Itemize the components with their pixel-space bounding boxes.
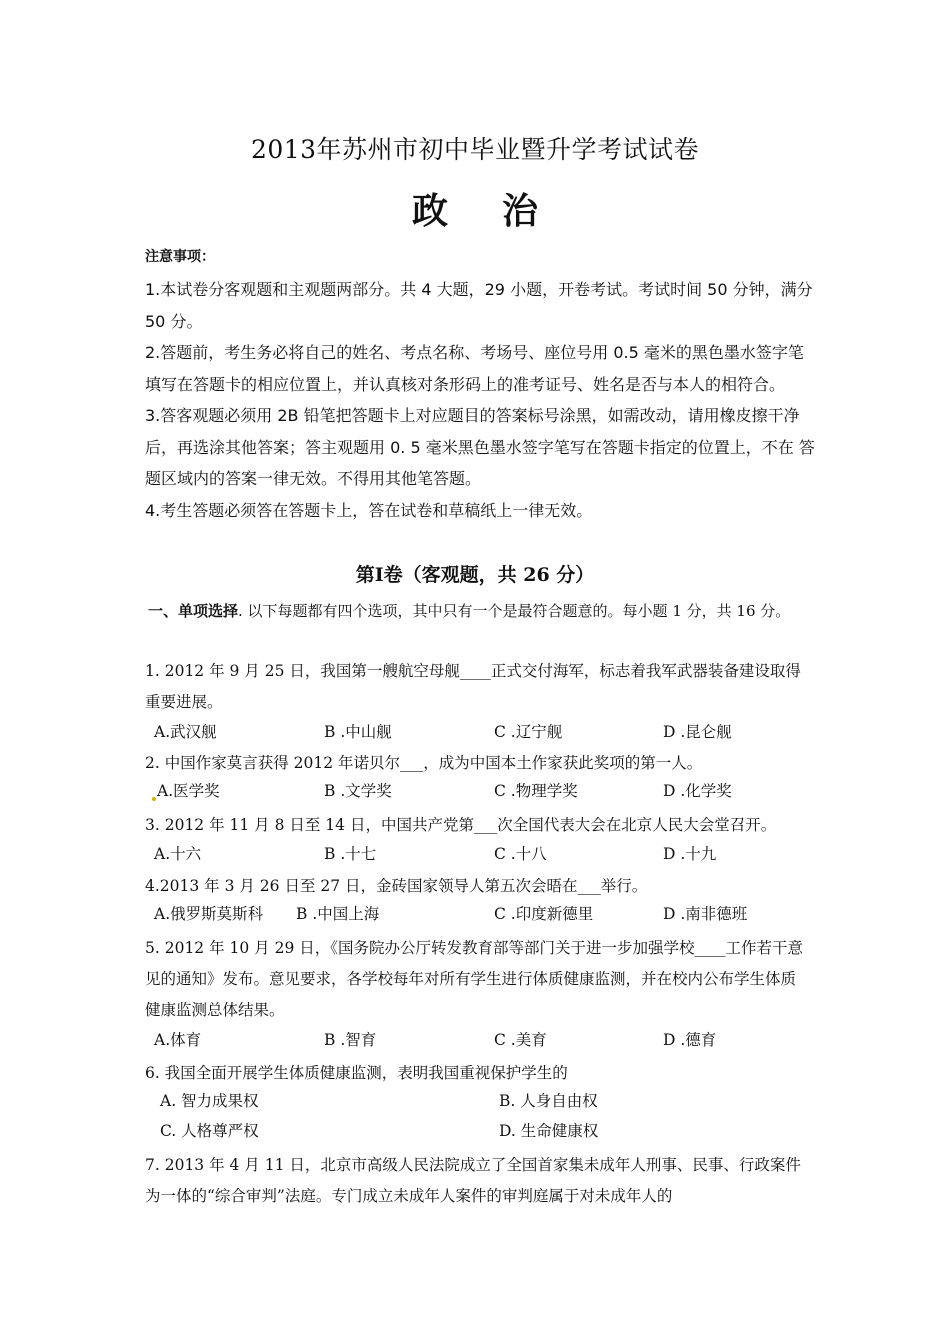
option-a: A.体育: [154, 1031, 202, 1049]
option-d: D .昆仑舰: [663, 723, 732, 741]
question-5: 5. 2012 年 10 月 29 日，《国务院办公厅转发教育部等部门关于进一步加强学校____工作若干意见的通知》发布。意见要求，各学校每年对所有学生进行体质健康监测，并在校内公布学生体质健康监测总体结果。: [145, 939, 803, 1019]
option-c: C .印度新德里: [494, 905, 594, 923]
note-item: 3.答客观题必须用 2B 铅笔把答题卡上对应题目的答案标号涂黑，如需改动，请用橡皮擦干净 后，再选涂其他答案；答主观题用 0. 5 毫米黑色墨水签字笔写在答题卡指定的位置上，不在 答题区域内的答案一律无效。不得用其他笔答题。: [145, 406, 815, 488]
option-b: B .智育: [324, 1031, 377, 1049]
question-1: 1. 2012 年 9 月 25 日，我国第一艘航空母舰____正式交付海军，标志着我军武器装备建设取得重要进展。: [145, 662, 801, 711]
note-item: 2.答题前，考生务必将自己的姓名、考点名称、考场号、座位号用 0.5 毫米的黑色墨水签字笔填写在答题卡的相应位置上，并认真核对条形码上的准考证号、姓名是否与本人的相符合。: [145, 343, 804, 394]
subject-heading: [0, 183, 950, 234]
question-7: 7. 2013 年 4 月 11 日，北京市高级人民法院成立了全国首家集未成年人刑事、民事、行政案件 为一体的“综合审判”法庭。专门成立未成年人案件的审判庭属于对未成年人的: [145, 1156, 801, 1205]
subject-char-1: 政: [411, 191, 448, 232]
option-b: B. 人身自由权: [499, 1092, 598, 1110]
question-4: 4.2013 年 3 月 26 日至 27 日，金砖国家领导人第五次会晤在___举行。: [145, 877, 648, 895]
instruction-label: 一、单项选择: [148, 602, 239, 620]
question-2: 2. 中国作家莫言获得 2012 年诺贝尔___，成为中国本土作家获此奖项的第一人。: [145, 754, 703, 772]
option-a: A.十六: [154, 845, 202, 863]
question-6: 6. 我国全面开展学生体质健康监测，表明我国重视保护学生的: [145, 1064, 568, 1082]
option-a: A.武汉舰: [154, 723, 217, 741]
question-2-options: [0, 779, 950, 807]
question-4-options: [0, 902, 950, 930]
section-title: 第Ⅰ卷（客观题，共 26 分）: [355, 564, 595, 586]
option-b: B .中山舰: [324, 723, 392, 741]
option-b: B .文学奖: [324, 782, 392, 800]
question-6-options-row-2: [0, 1119, 950, 1147]
option-a: A.俄罗斯莫斯科: [154, 905, 264, 923]
note-item: 1.本试卷分客观题和主观题两部分。共 4 大题，29 小题，开卷考试。考试时间 50 分钟，满分 50 分。: [145, 280, 813, 331]
question-6-options-row-1: [0, 1089, 950, 1117]
option-d: D. 生命健康权: [499, 1122, 599, 1140]
option-d: D .南非德班: [663, 905, 748, 923]
option-c: C .辽宁舰: [494, 723, 563, 741]
option-c: C .物理学奖: [494, 782, 578, 800]
question-3-options: [0, 842, 950, 870]
question-1-options: [0, 720, 950, 748]
exam-title: 2013年苏州市初中毕业暨升学考试试卷: [250, 135, 700, 164]
option-c: C .美育: [494, 1031, 547, 1049]
option-b: B .十七: [324, 845, 377, 863]
option-a: A. 智力成果权: [160, 1092, 259, 1110]
option-d: D .德育: [663, 1031, 717, 1049]
option-c: C .十八: [494, 845, 547, 863]
option-d: D .化学奖: [663, 782, 732, 800]
notes-heading: 注意事项：: [145, 249, 215, 265]
section-instruction: [148, 600, 848, 621]
instruction-text: . 以下每题都有四个选项，其中只有一个是最符合题意的。每小题 1 分，共 16 分。: [238, 602, 791, 620]
option-b: B .中国上海: [296, 905, 380, 923]
option-a: A.医学奖: [157, 782, 220, 800]
question-3: 3. 2012 年 11 月 8 日至 14 日，中国共产党第___次全国代表大会在北京人民大会堂召开。: [145, 816, 777, 834]
question-5-options: [0, 1028, 950, 1056]
option-d: D .十九: [663, 845, 717, 863]
subject-char-2: 治: [502, 191, 539, 232]
option-c: C. 人格尊严权: [160, 1122, 259, 1140]
note-item: 4.考生答题必须答在答题卡上，答在试卷和草稿纸上一律无效。: [145, 500, 593, 520]
exam-notes: [145, 246, 815, 526]
